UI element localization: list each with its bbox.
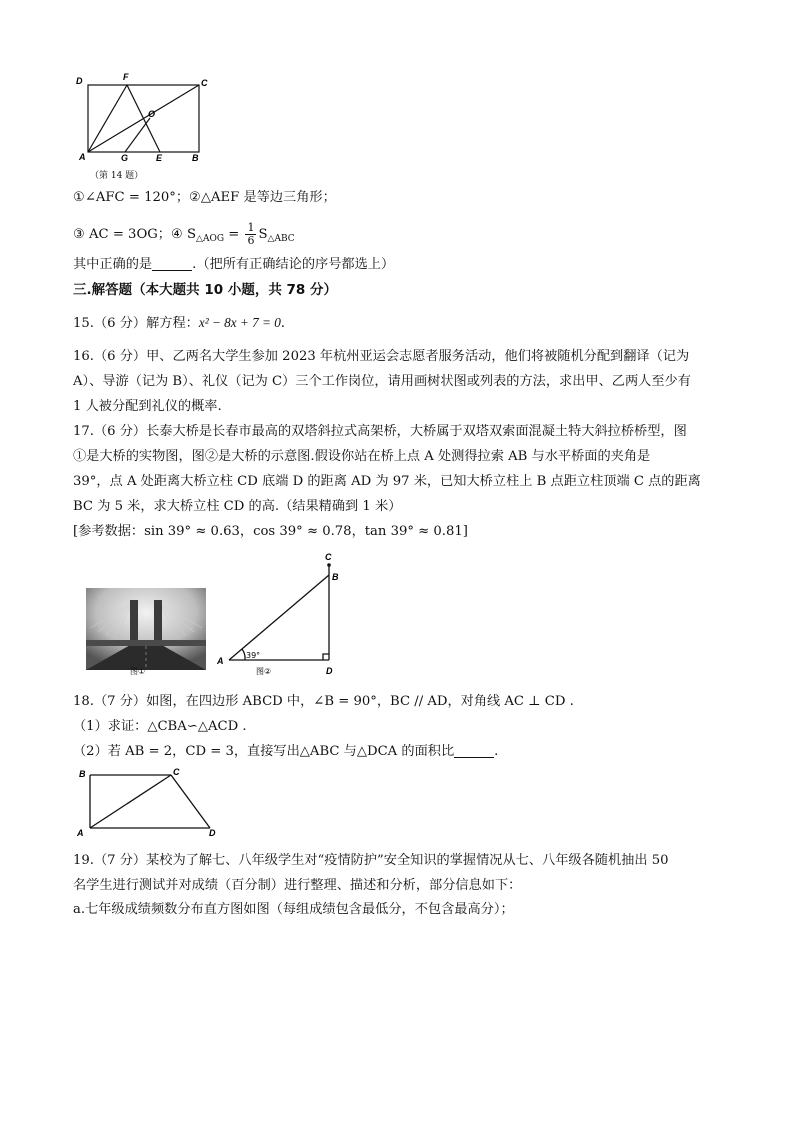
q18-line-2: （1）求证：△CBA∽△ACD .	[73, 719, 247, 734]
fig18-label-D: D	[209, 828, 216, 838]
fig14-label-G: G	[121, 153, 129, 163]
q19-line-2: 名学生进行测试并对成绩（百分制）进行整理、描述和分析，部分信息如下：	[73, 878, 522, 893]
q15	[73, 313, 285, 334]
diagram-label: 图②	[256, 667, 272, 676]
q14-sub-aog: △AOG	[196, 234, 225, 244]
q16-line-2: A）、导游（记为 B）、礼仪（记为 C）三个工作岗位，请用画树状图或列表的方法，求出甲、乙两人至少有	[73, 374, 691, 389]
q17-line-4: BC 为 5 米，求大桥立柱 CD 的高.（结果精确到 1 米）	[73, 499, 402, 514]
q14-frac-num: 1	[247, 221, 255, 234]
fig17-label-B: B	[332, 572, 339, 582]
q16-line-3: 1 人被分配到礼仪的概率.	[73, 399, 222, 414]
q14-option-line-2	[73, 221, 295, 249]
q17-line-5: [参考数据：sin 39° ≈ 0.63，cos 39° ≈ 0.78，tan 39° ≈ 0.81]	[73, 524, 468, 539]
fig14-caption: （第 14 题）	[90, 171, 144, 181]
fig14-label-D: D	[76, 76, 83, 86]
q18-answer-blank[interactable]	[454, 743, 494, 758]
figure-17-diagram	[212, 548, 342, 678]
q18-line-1: 18.（7 分）如图，在四边形 ABCD 中，∠B = 90°，BC // AD，对角线 AC ⊥ CD .	[73, 694, 574, 709]
q18-line3-a: （2）若 AB = 2，CD = 3，直接写出△ABC 与△DCA 的面积比	[73, 744, 455, 759]
bridge-photo	[86, 588, 206, 670]
photo-label: 图①	[130, 667, 146, 676]
fig17-label-C: C	[325, 552, 332, 562]
q14-line2-b: S	[258, 227, 268, 242]
q18-line3-b: .	[494, 744, 499, 759]
q15-equation: x² − 8x + 7 = 0	[198, 315, 281, 330]
q14-option-line-1: ①∠AFC = 120°；②△AEF 是等边三角形；	[73, 190, 336, 205]
q14-answer-blank[interactable]	[152, 256, 192, 271]
fig18-label-C: C	[173, 767, 180, 777]
fig14-label-B: B	[192, 153, 199, 163]
q14-line3-b: .（把所有正确结论的序号都选上）	[192, 257, 395, 272]
fig18-label-A: A	[77, 828, 84, 838]
q17-line-2: ①是大桥的实物图，图②是大桥的示意图.假设你站在桥上点 A 处测得拉索 AB 与水平桥面的夹角是	[73, 449, 651, 464]
q19-line-1: 19.（7 分）某校为了解七、八年级学生对“疫情防护”安全知识的掌握情况从七、八年级各随机抽出 50	[73, 853, 669, 868]
q14-frac-den: 6	[247, 234, 255, 247]
q15-text-b: .	[280, 316, 285, 331]
q14-line2-a: ③ AC = 3OG；④ S	[73, 227, 197, 242]
q14-sub-abc: △ABC	[267, 234, 295, 244]
q19-line-3: a.七年级成绩频数分布直方图如图（每组成绩包含最低分，不包含最高分）；	[73, 902, 514, 917]
q18-line-3	[73, 742, 498, 762]
fig17-label-D: D	[326, 666, 333, 676]
fig14-label-E: E	[156, 153, 163, 163]
q14-line3-a: 其中正确的是	[73, 257, 153, 272]
figure-14-diagram	[72, 70, 212, 180]
fig17-label-A: A	[217, 656, 224, 666]
fig14-label-O: O	[148, 109, 156, 119]
q14-option-line-3	[73, 255, 394, 275]
fig17-angle-label: 39°	[246, 651, 261, 660]
q17-line-3: 39°，点 A 处距离大桥立柱 CD 底端 D 的距离 AD 为 97 米，已知大桥立柱上 B 点距立柱顶端 C 点的距离	[73, 474, 701, 489]
q15-text-a: 15.（6 分）解方程：	[73, 316, 199, 331]
q17-line-1: 17.（6 分）长泰大桥是长春市最高的双塔斜拉式高架桥，大桥属于双塔双索面混凝土特大斜拉桥桥型，图	[73, 424, 687, 439]
section-3-title: 三.解答题（本大题共 10 小题，共 78 分）	[73, 282, 338, 298]
fig14-label-F: F	[123, 72, 129, 82]
figure-18-diagram	[74, 764, 224, 840]
q14-fraction	[245, 222, 256, 247]
q14-eq: =	[224, 227, 244, 242]
fig18-label-B: B	[79, 769, 86, 779]
q16-line-1: 16.（6 分）甲、乙两名大学生参加 2023 年杭州亚运会志愿者服务活动，他们将被随机分配到翻译（记为	[73, 349, 690, 364]
fig14-label-A: A	[79, 152, 86, 162]
fig14-label-C: C	[201, 78, 208, 88]
